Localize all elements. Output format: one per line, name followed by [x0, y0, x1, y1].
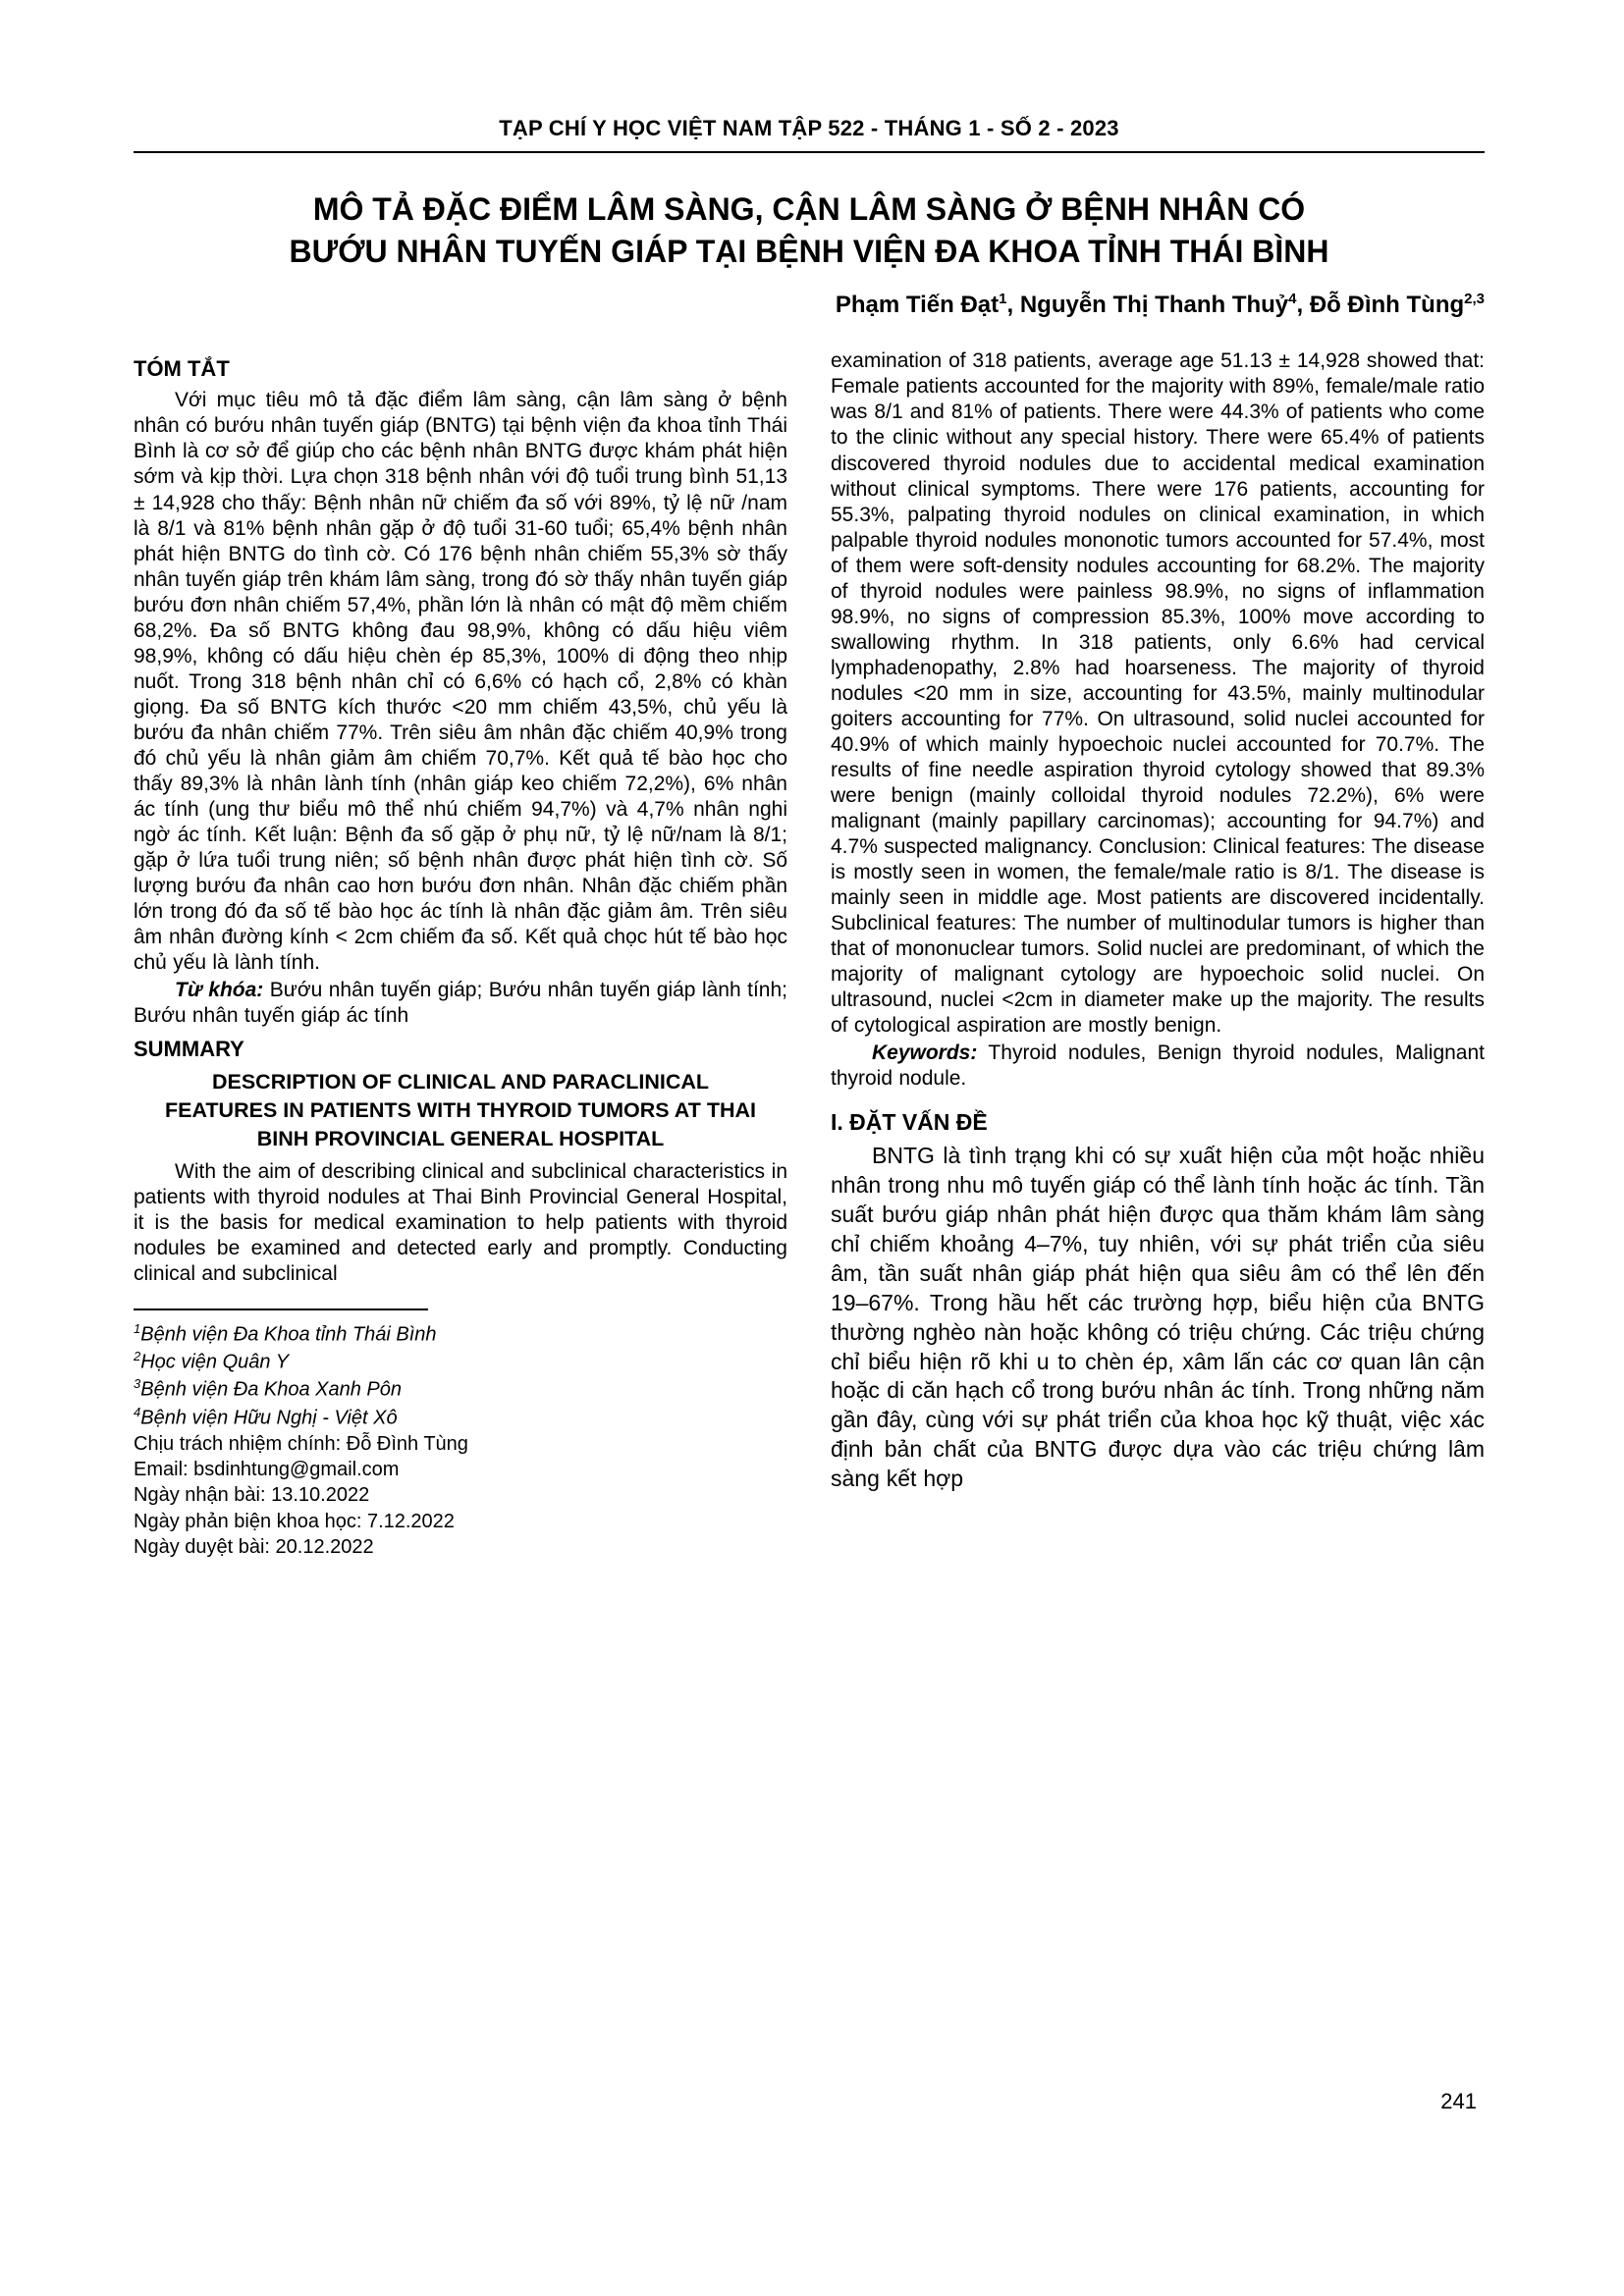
summary-heading: SUMMARY — [134, 1037, 244, 1062]
author-1-affiliation-mark: 1 — [999, 291, 1007, 308]
summary-english-title: DESCRIPTION OF CLINICAL AND PARACLINICAL FEATURES IN PATIENTS WITH THYROID TUMORS AT THAI BINH PROVINCIAL GENERAL HOSPITAL — [165, 1070, 756, 1151]
journal-header-text: TẠP CHÍ Y HỌC VIỆT NAM TẬP 522 - THÁNG 1 - SỐ 2 - 2023 — [499, 116, 1119, 140]
corresponding-author-line: Chịu trách nhiệm chính: Đỗ Đình Tùng — [134, 1432, 468, 1455]
summary-body-part1: With the aim of describing clinical and subclinical characteristics in patients with thyroid nodules at Thai Binh Provincial General Hospital, it is the basis for medical examination to help patients with thyroid nodules be examined and detected early and promptly. Conducting clinical and subclinical — [134, 1160, 787, 1286]
affiliation-4-text: Bệnh viện Hữu Nghị - Việt Xô — [140, 1407, 398, 1429]
affiliation-2-text: Học viện Quân Y — [140, 1352, 290, 1374]
summary-keywords-text: Thyroid nodules, Benign thyroid nodules, Malignant thyroid nodule. — [831, 1041, 1485, 1091]
author-3-name: Đỗ Đình Tùng — [1309, 292, 1465, 319]
author-separator: , — [1296, 292, 1310, 319]
abstract-body: Với mục tiêu mô tả đặc điểm lâm sàng, cận lâm sàng ở bệnh nhân có bướu nhân tuyến giáp (BNTG) tại bệnh viện đa khoa tỉnh Thái Bình là cơ sở để giúp cho các bệnh nhân BNTG được khám phát hiện sớm và kịp thời. Lựa chọn 318 bệnh nhân với độ tuổi trung bình 51,13 ± 14,928 cho thấy: Bệnh nhân nữ chiếm đa số với 89%, tỷ lệ nữ /nam là 8/1 và 81% bệnh nhân gặp ở độ tuổi 31-60 tuổi; 65,4% bệnh nhân phát hiện BNTG do tình cờ. Có 176 bệnh nhân chiếm 55,3% sờ thấy nhân tuyến giáp trên khám lâm sàng, trong đó sờ thấy nhân tuyến giáp bướu đơn nhân chiếm 57,4%, phần lớn là nhân có mật độ mềm chiếm 68,2%. Đa số BNTG không đau 98,9%, không có dấu hiệu viêm 98,9%, không có dấu hiệu chèn ép 85,3%, 100% di động theo nhịp nuốt. Trong 318 bệnh nhân chỉ có 6,6% có hạch cổ, 2,8% có khàn giọng. Đa số BNTG kích thước <20 mm chiếm 43,5%, chủ yếu là bướu đa nhân chiếm 77%. Trên siêu âm nhân đặc chiếm 40,9% trong đó chủ yếu là nhân giảm âm chiếm 70,7%. Kết quả tế bào học cho thấy 89,3% là nhân lành tính (nhân giáp keo chiếm 72,2%), 6% nhân ác tính (ung thư biểu mô thể nhú chiếm 94,7%) và 4,7% nhân nghi ngờ ác tính. Kết luận: Bệnh đa số gặp ở phụ nữ, tỷ lệ nữ/nam là 8/1; gặp ở lứa tuổi trung niên; số bệnh nhân được phát hiện tình cờ. Số lượng bướu đa nhân cao hơn bướu đơn nhân. Nhân đặc chiếm phần lớn trong đó đa số tế bào học ác tính là nhân đặc giảm âm. Trên siêu âm nhân đường kính < 2cm chiếm đa số. Kết quả chọc hút tế bào học chủ yếu là lành tính. — [134, 389, 787, 975]
affiliation-3-mark: 3 — [134, 1376, 141, 1392]
affiliation-1-mark: 1 — [134, 1321, 141, 1337]
abstract-keywords-text: Bướu nhân tuyến giáp; Bướu nhân tuyến giáp lành tính; Bướu nhân tuyến giáp ác tính — [134, 979, 787, 1028]
author-2-affiliation-mark: 4 — [1288, 291, 1297, 308]
left-column — [134, 348, 787, 1560]
affiliation-3 — [134, 1375, 787, 1403]
abstract-heading: TÓM TẮT — [134, 356, 230, 382]
affiliation-4-mark: 4 — [134, 1404, 141, 1419]
reviewed-date-line: Ngày phản biện khoa học: 7.12.2022 — [134, 1510, 455, 1532]
abstract-keywords — [134, 978, 787, 1029]
page-number: 241 — [1440, 2089, 1477, 2113]
author-2-name: Nguyễn Thị Thanh Thuỷ — [1019, 292, 1289, 319]
author-1-name: Phạm Tiến Đạt — [835, 292, 1000, 319]
author-3-affiliation-mark: 2,3 — [1464, 291, 1485, 308]
right-column — [831, 348, 1485, 1560]
summary-body-part2: examination of 318 patients, average age 51.13 ± 14,928 showed that: Female patients accounted for the majority with 89%, female/male ratio was 8/1 and 81% of patients. There were 44.3% of patients who come to the clinic without any special history. There were 65.4% of patients discovered thyroid nodules due to accidental medical examination without clinical symptoms. There were 176 patients, accounting for 55.3%, palpating thyroid nodules on clinical examination, in which palpable thyroid nodules mononotic tumors accounted for 57.4%, most of them were soft-density nodules accounting for 68.2%. The majority of thyroid nodules were painless 98.9%, no signs of inflammation 98.9%, no signs of compression 85.3%, 100% move according to swallowing rhythm. In 318 patients, only 6.6% had cervical lymphadenopathy, 2.8% had hoarseness. The majority of thyroid nodules <20 mm in size, accounting for 43.5%, mainly multinodular goiters accounting for 77%. On ultrasound, solid nuclei accounted for 40.9% of which mainly hypoechoic nuclei accounted for 70.7%. The results of fine needle aspiration thyroid cytology showed that 89.3% were benign (mainly colloidal thyroid nodules 72.2%), 6% were malignant (mainly papillary carcinomas); accounting for 94.7%) and 4.7% suspected malignancy. Conclusion: Clinical features: The disease is mostly seen in women, the female/male ratio is 8/1. The disease is mainly seen in middle age. Most patients are discovered incidentally. Subclinical features: The number of multinodular tumors is higher than that of mononuclear tumors. Solid nuclei are predominant, of which the majority of malignant cytology are hypoechoic solid nuclei. On ultrasound, nuclei <2cm in diameter make up the majority. The results of cytological aspiration are mostly benign. — [831, 349, 1485, 1038]
affiliation-2 — [134, 1348, 787, 1375]
footnotes-block — [134, 1308, 787, 1560]
article-title-line2: BƯỚU NHÂN TUYẾN GIÁP TẠI BỆNH VIỆN ĐA KHOA TỈNH THÁI BÌNH — [289, 234, 1329, 270]
affiliation-1 — [134, 1320, 787, 1348]
summary-keywords — [831, 1041, 1485, 1092]
authors-line — [134, 291, 1485, 319]
author-1 — [836, 292, 1020, 318]
email-line: Email: bsdinhtung@gmail.com — [134, 1458, 400, 1480]
author-separator: , — [1006, 292, 1020, 319]
two-column-body — [134, 348, 1485, 1560]
journal-header — [134, 116, 1485, 153]
affiliation-4 — [134, 1404, 787, 1431]
author-3 — [1310, 292, 1485, 318]
affiliation-1-text: Bệnh viện Đa Khoa tỉnh Thái Bình — [140, 1324, 437, 1347]
accepted-date-line: Ngày duyệt bài: 20.12.2022 — [134, 1536, 374, 1559]
summary-keywords-label: Keywords: — [872, 1041, 978, 1065]
affiliation-3-text: Bệnh viện Đa Khoa Xanh Pôn — [140, 1379, 402, 1402]
affiliation-2-mark: 2 — [134, 1349, 141, 1364]
section1-body: BNTG là tình trạng khi có sự xuất hiện của một hoặc nhiều nhân trong nhu mô tuyến giáp có thể lành tính hoặc ác tính. Tần suất bướu giáp nhân phát hiện được qua thăm khám lâm sàng chỉ chiếm khoảng 4–7%, tuy nhiên, với sự phát triển của siêu âm, tần suất nhân giáp phát hiện qua siêu âm có thể lên đến 19–67%. Trong hầu hết các trường hợp, biểu hiện của BNTG thường nghèo nàn hoặc không có triệu chứng. Các triệu chứng chỉ biểu hiện rõ khi u to chèn ép, xâm lấn các cơ quan lân cận hoặc di căn hạch cổ trong bướu nhân ác tính. Trong những năm gần đây, cùng với sự phát triển của khoa học kỹ thuật, việc xác định bản chất của BNTG được dựa vào các triệu chứng lâm sàng kết hợp — [831, 1143, 1485, 1492]
article-title — [134, 188, 1485, 273]
section1-heading: I. ĐẶT VẤN ĐỀ — [831, 1109, 988, 1136]
received-date-line: Ngày nhận bài: 13.10.2022 — [134, 1484, 370, 1507]
abstract-keywords-label: Từ khóa: — [175, 979, 264, 1002]
author-2 — [1020, 292, 1310, 318]
article-title-line1: MÔ TẢ ĐẶC ĐIỂM LÂM SÀNG, CẬN LÂM SÀNG Ở BỆNH NHÂN CÓ — [312, 191, 1306, 227]
